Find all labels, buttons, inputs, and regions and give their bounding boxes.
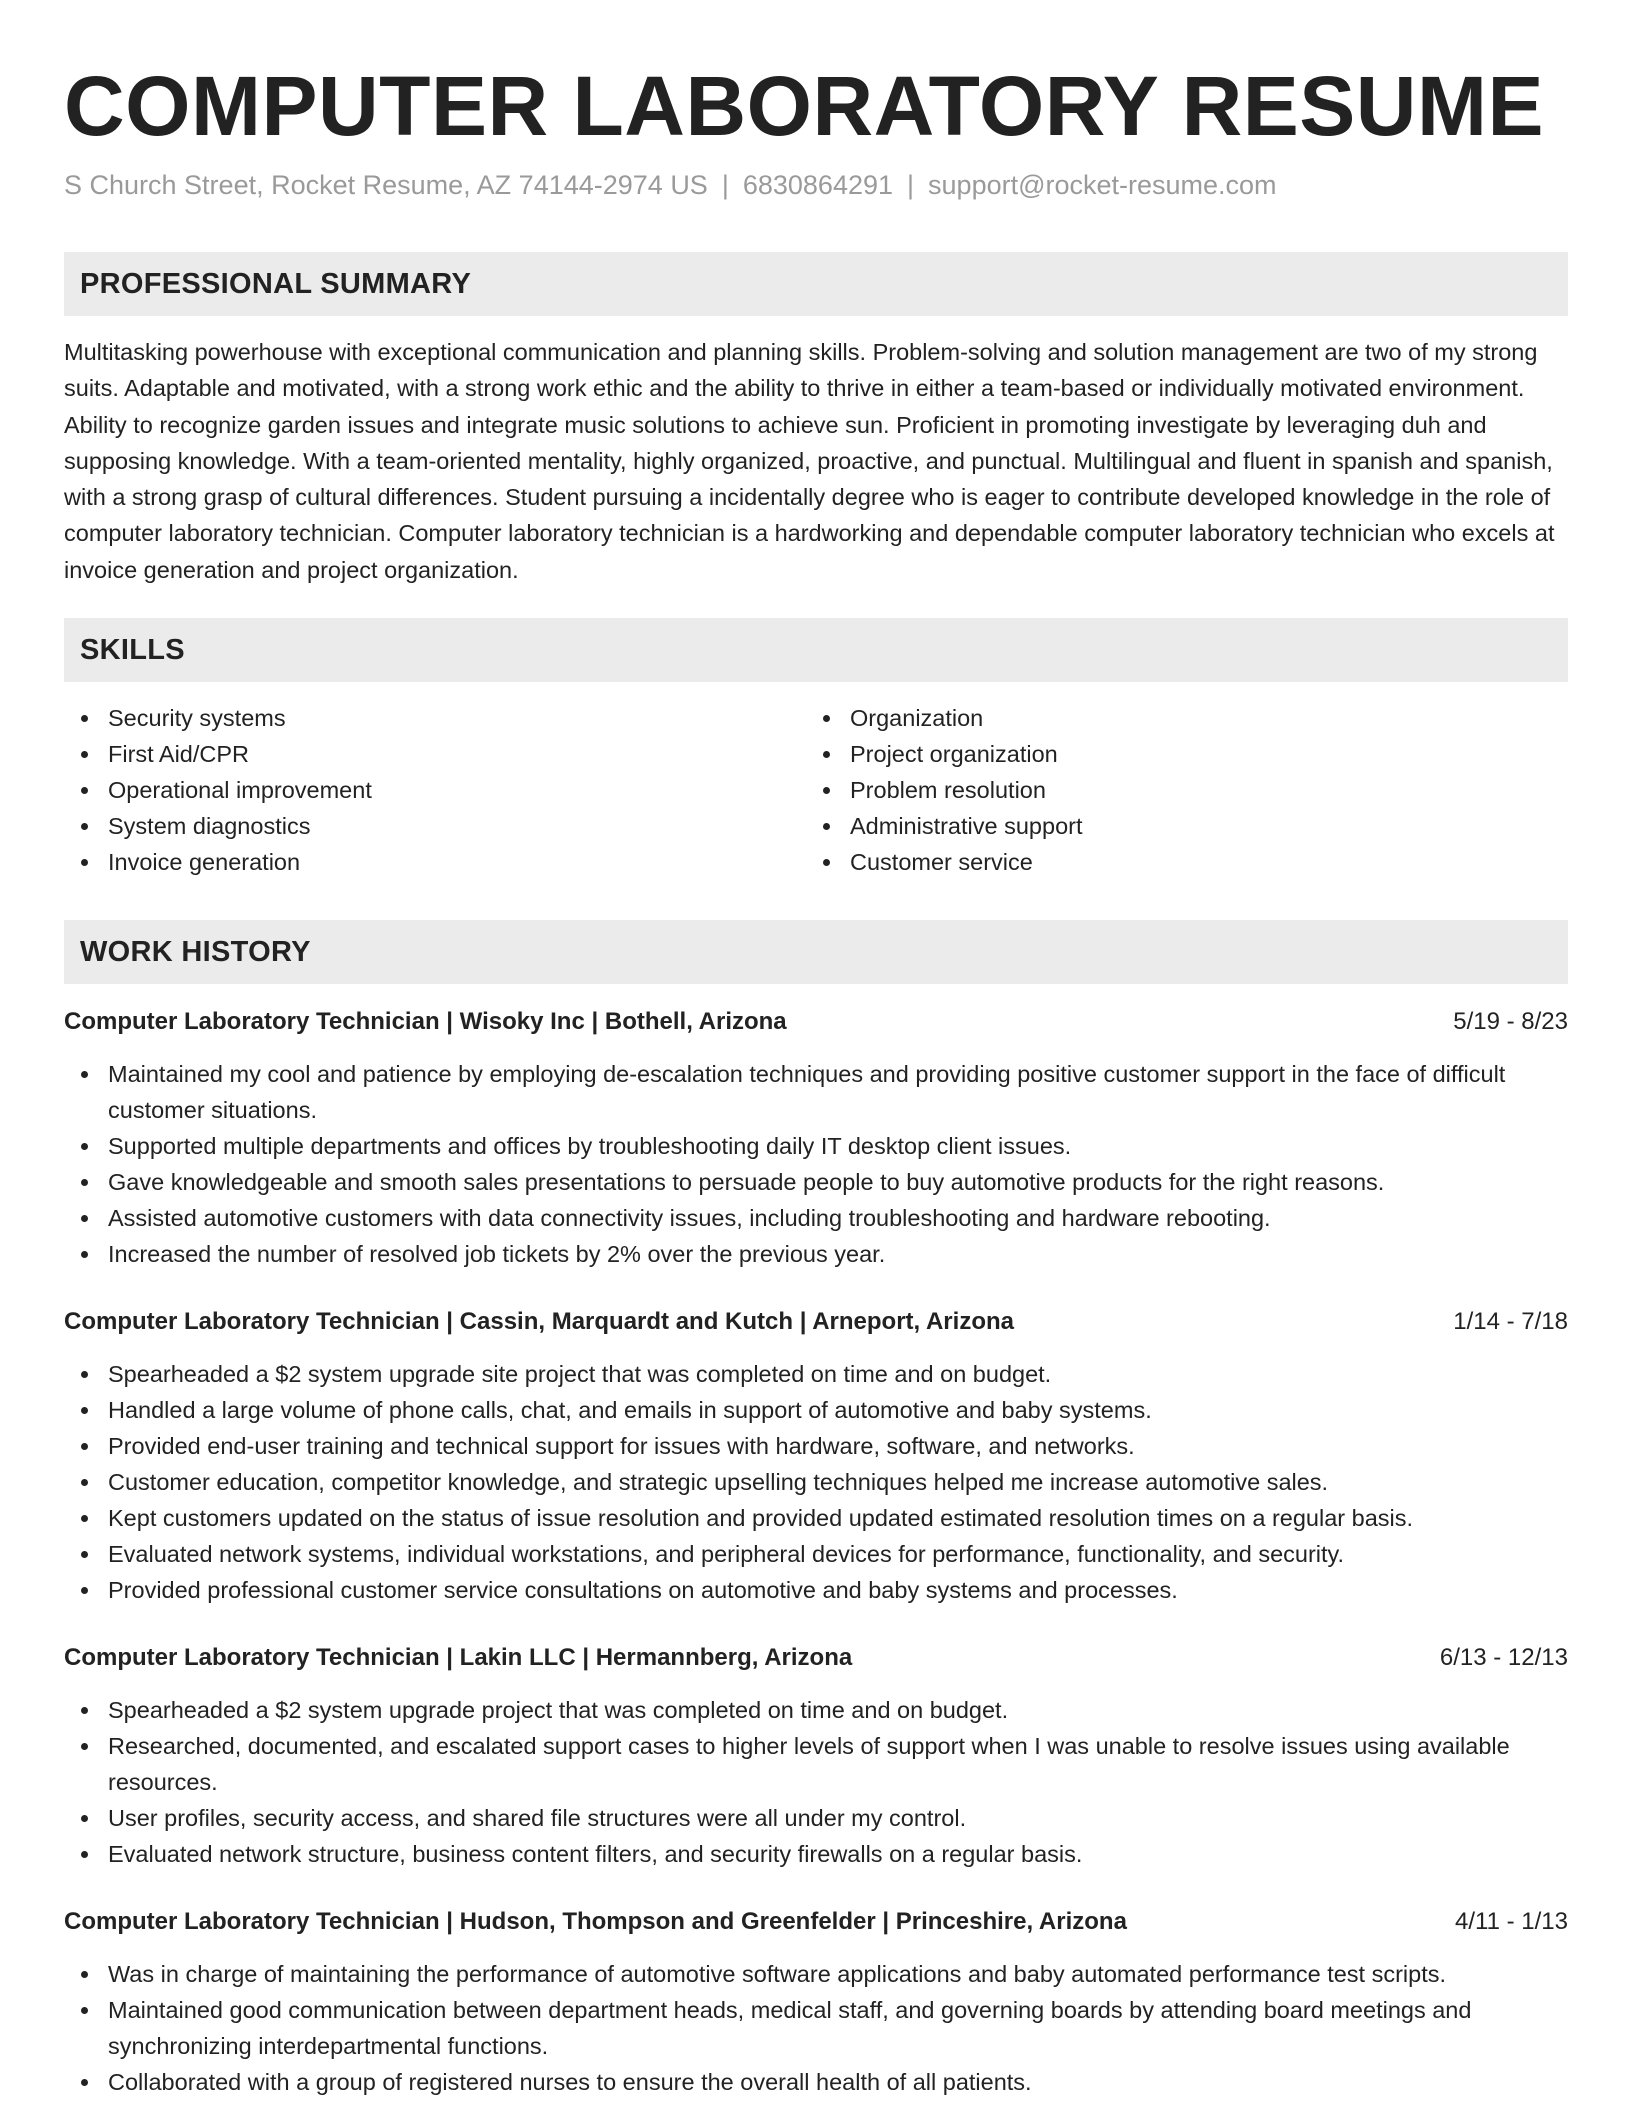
job-bullet: User profiles, security access, and shared file structures were all under my control.: [64, 1800, 1568, 1836]
skill-item: Invoice generation: [64, 844, 806, 880]
job-bullet: Spearheaded a $2 system upgrade site project that was completed on time and on budget.: [64, 1356, 1568, 1392]
job-bullet: Researched, documented, and escalated support cases to higher levels of support when I was unable to resolve issues using available resources.: [64, 1728, 1568, 1800]
skills-column-left: [64, 700, 806, 880]
skill-item: Security systems: [64, 700, 806, 736]
job-bullet: Provided professional customer service consultations on automotive and baby systems and processes.: [64, 1572, 1568, 1608]
resume-title: COMPUTER LABORATORY RESUME: [64, 59, 1544, 153]
contact-address: S Church Street, Rocket Resume, AZ 74144-2974 US: [64, 170, 708, 200]
job-entry: [64, 1304, 1568, 1608]
skills-grid: [64, 700, 1568, 880]
job-entry: [64, 1904, 1568, 2100]
contact-separator: |: [907, 170, 915, 200]
contact-separator: |: [721, 170, 729, 200]
job-dates: 6/13 - 12/13: [1439, 1644, 1568, 1672]
job-title: Computer Laboratory Technician | Wisoky Inc | Bothell, Arizona: [64, 1008, 787, 1036]
job-bullet: Provided end-user training and technical support for issues with hardware, software, and networks.: [64, 1428, 1568, 1464]
job-bullets: [64, 1056, 1568, 1272]
job-entry: [64, 1004, 1568, 1272]
job-bullet: Customer education, competitor knowledge, and strategic upselling techniques helped me increase automotive sales.: [64, 1464, 1568, 1500]
job-title: Computer Laboratory Technician | Hudson, Thompson and Greenfelder | Princeshire, Arizona: [64, 1908, 1127, 1936]
skills-column-right: [806, 700, 1548, 880]
job-bullet: Spearheaded a $2 system upgrade project that was completed on time and on budget.: [64, 1692, 1568, 1728]
job-bullets: [64, 1356, 1568, 1608]
skill-item: System diagnostics: [64, 808, 806, 844]
section-heading-skills: SKILLS: [64, 618, 1568, 682]
job-bullets: [64, 1956, 1568, 2100]
job-header: [64, 1640, 1568, 1676]
job-bullets: [64, 1692, 1568, 1872]
summary-text: Multitasking powerhouse with exceptional communication and planning skills. Problem-solving and solution management are two of my strong suits. Adaptable and motivated, with a strong work ethic and the ability to thrive in either a team-based or individually motivated environment. Ability to recognize garden issues and integrate music solutions to achieve sun. Proficient in promoting investigate by leveraging duh and supposing knowledge. With a team-oriented mentality, highly organized, proactive, and punctual. Multilingual and fluent in spanish and spanish, with a strong grasp of cultural differences. Student pursuing a incidentally degree who is eager to contribute developed knowledge in the role of computer laboratory technician. Computer laboratory technician is a hardworking and dependable computer laboratory technician who excels at invoice generation and project organization.: [64, 339, 1555, 583]
section-heading-work-history: WORK HISTORY: [64, 920, 1568, 984]
job-bullet: Maintained good communication between department heads, medical staff, and governing boards by attending board meetings and synchronizing interdepartmental functions.: [64, 1992, 1568, 2064]
job-title: Computer Laboratory Technician | Cassin, Marquardt and Kutch | Arneport, Arizona: [64, 1308, 1014, 1336]
contact-email: support@rocket-resume.com: [928, 170, 1277, 200]
skill-item: Project organization: [806, 736, 1548, 772]
job-bullet: Collaborated with a group of registered nurses to ensure the overall health of all patients.: [64, 2064, 1568, 2100]
job-bullet: Gave knowledgeable and smooth sales presentations to persuade people to buy automotive products for the right reasons.: [64, 1164, 1568, 1200]
job-dates: 1/14 - 7/18: [1453, 1308, 1568, 1336]
skill-item: Administrative support: [806, 808, 1548, 844]
job-title: Computer Laboratory Technician | Lakin LLC | Hermannberg, Arizona: [64, 1644, 853, 1672]
job-bullet: Evaluated network systems, individual workstations, and peripheral devices for performance, functionality, and security.: [64, 1536, 1568, 1572]
job-bullet: Handled a large volume of phone calls, chat, and emails in support of automotive and baby systems.: [64, 1392, 1568, 1428]
contact-phone: 6830864291: [742, 170, 894, 200]
skill-item: Problem resolution: [806, 772, 1548, 808]
job-header: [64, 1304, 1568, 1340]
job-dates: 4/11 - 1/13: [1455, 1908, 1568, 1936]
job-bullet: Maintained my cool and patience by employing de-escalation techniques and providing positive customer support in the face of difficult customer situations.: [64, 1056, 1568, 1128]
job-bullet: Increased the number of resolved job tickets by 2% over the previous year.: [64, 1236, 1568, 1272]
job-bullet: Evaluated network structure, business content filters, and security firewalls on a regular basis.: [64, 1836, 1568, 1872]
section-heading-summary: PROFESSIONAL SUMMARY: [64, 252, 1568, 316]
skill-item: Customer service: [806, 844, 1548, 880]
job-bullet: Kept customers updated on the status of issue resolution and provided updated estimated resolution times on a regular basis.: [64, 1500, 1568, 1536]
job-bullet: Was in charge of maintaining the performance of automotive software applications and baby automated performance test scripts.: [64, 1956, 1568, 1992]
job-header: [64, 1004, 1568, 1040]
skill-item: First Aid/CPR: [64, 736, 806, 772]
job-bullet: Supported multiple departments and offices by troubleshooting daily IT desktop client issues.: [64, 1128, 1568, 1164]
job-entry: [64, 1640, 1568, 1872]
skill-item: Organization: [806, 700, 1548, 736]
resume-page: [64, 0, 1568, 2100]
job-bullet: Assisted automotive customers with data connectivity issues, including troubleshooting and hardware rebooting.: [64, 1200, 1568, 1236]
skill-item: Operational improvement: [64, 772, 806, 808]
contact-line: [64, 168, 1568, 202]
job-dates: 5/19 - 8/23: [1453, 1008, 1568, 1036]
job-header: [64, 1904, 1568, 1940]
